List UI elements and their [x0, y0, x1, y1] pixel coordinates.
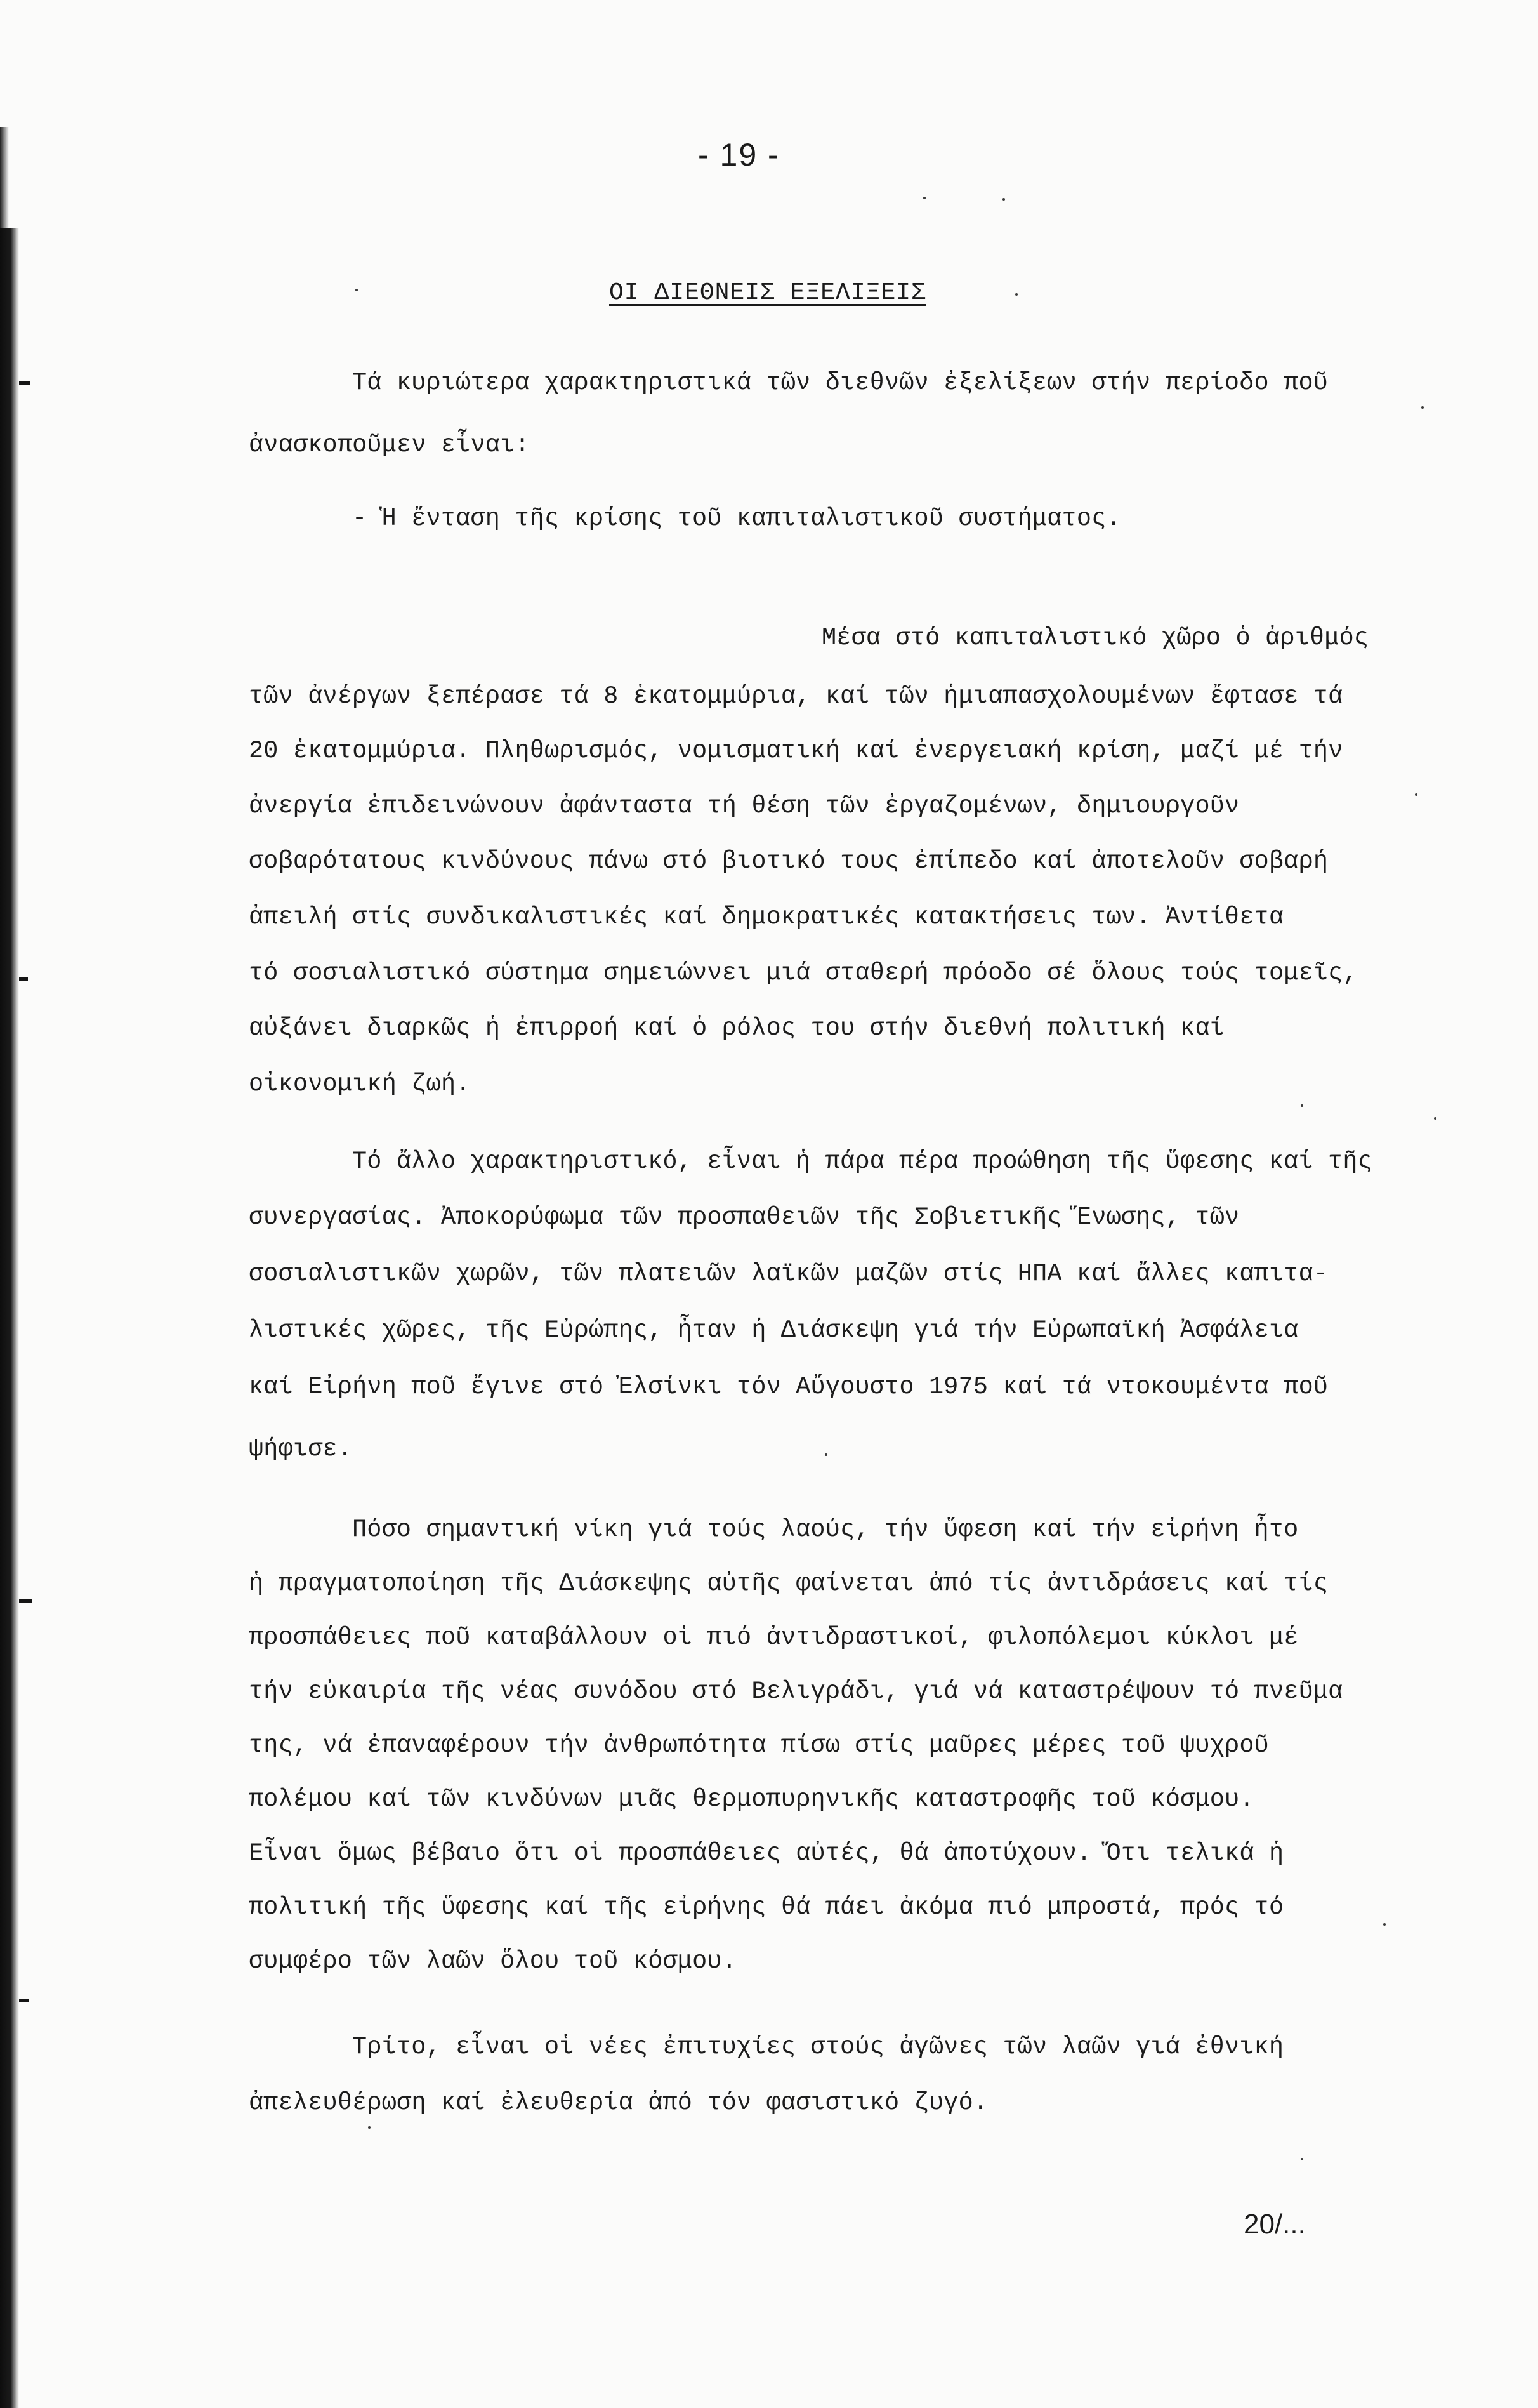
scan-speck: [1383, 1923, 1386, 1926]
text-line: προσπάθειες ποῦ καταβάλλουν οἱ πιό ἀντιδραστικοί, φιλοπόλεμοι κύκλοι μέ: [249, 1624, 1299, 1651]
text-line: λιστικές χῶρες, τῆς Εὐρώπης, ἦταν ἡ Διάσκεψη γιά τήν Εὐρωπαϊκή Ἀσφάλεια: [249, 1316, 1299, 1344]
scan-speck: [1301, 1104, 1303, 1107]
text-line: πολιτική τῆς ὕφεσης καί τῆς εἰρήνης θά πάει ἀκόμα πιό μπροστά, πρός τό: [249, 1893, 1284, 1921]
text-line: αὐξάνει διαρκῶς ἡ ἐπιρροή καί ὁ ρόλος του στήν διεθνή πολιτική καί: [249, 1014, 1225, 1042]
text-line: τῶν ἀνέργων ξεπέρασε τά 8 ἑκατομμύρια, καί τῶν ἡμιαπασχολουμένων ἔφτασε τά: [249, 682, 1343, 710]
section-title: ΟΙ ΔΙΕΘΝΕΙΣ ΕΞΕΛΙΞΕΙΣ: [609, 279, 926, 307]
text-line: τήν εὐκαιρία τῆς νέας συνόδου στό Βελιγράδι, γιά νά καταστρέψουν τό πνεῦμα: [249, 1677, 1343, 1705]
scan-speck: [355, 289, 358, 291]
scan-speck: [1301, 2158, 1303, 2160]
scan-mark: [19, 1999, 29, 2002]
text-line: Τρίτο, εἶναι οἱ νέες ἐπιτυχίες στούς ἀγῶνες τῶν λαῶν γιά ἐθνική: [352, 2033, 1284, 2061]
scan-speck: [1015, 293, 1018, 296]
scan-mark: [19, 977, 28, 981]
scan-mark: [19, 1599, 32, 1603]
scan-speck: [1415, 793, 1417, 796]
text-line: 20 ἑκατομμύρια. Πληθωρισμός, νομισματική καί ἐνεργειακή κρίση, μαζί μέ τήν: [249, 737, 1343, 765]
page-number: - 19 -: [698, 137, 780, 173]
text-line: σοσιαλιστικῶν χωρῶν, τῶν πλατειῶν λαϊκῶν μαζῶν στίς ΗΠΑ καί ἄλλες καπιτα-: [249, 1260, 1329, 1288]
text-line: καί Εἰρήνη ποῦ ἔγινε στό Ἐλσίνκι τόν Αὔγουστο 1975 καί τά ντοκουμέντα ποῦ: [249, 1373, 1329, 1401]
text-line: συνεργασίας. Ἀποκορύφωμα τῶν προσπαθειῶν τῆς Σοβιετικῆς Ἕνωσης, τῶν: [249, 1203, 1240, 1231]
continuation-marker: 20/...: [1244, 2209, 1306, 2240]
scan-speck: [923, 197, 926, 199]
text-line: Μέσα στό καπιταλιστικό χῶρο ὁ ἀριθμός: [822, 624, 1369, 652]
text-line: ψήφισε.: [249, 1435, 353, 1463]
text-line: ἀνεργία ἐπιδεινώνουν ἀφάνταστα τή θέση τῶν ἐργαζομένων, δημιουργοῦν: [249, 792, 1240, 820]
scan-speck: [1421, 406, 1424, 409]
text-line: της, νά ἐπαναφέρουν τήν ἀνθρωπότητα πίσω στίς μαῦρες μέρες τοῦ ψυχροῦ: [249, 1731, 1269, 1759]
scan-edge-shadow: [0, 228, 19, 2408]
text-line: ἀπειλή στίς συνδικαλιστικές καί δημοκρατικές κατακτήσεις των. Ἀντίθετα: [249, 903, 1284, 931]
scan-speck: [1434, 1117, 1436, 1120]
text-line: - Ἡ ἔνταση τῆς κρίσης τοῦ καπιταλιστικοῦ συστήματος.: [352, 505, 1121, 533]
text-line: σοβαρότατους κινδύνους πάνω στό βιοτικό τους ἐπίπεδο καί ἀποτελοῦν σοβαρή: [249, 847, 1329, 875]
text-line: τό σοσιαλιστικό σύστημα σημειώννει μιά σταθερή πρόοδο σέ ὅλους τούς τομεῖς,: [249, 959, 1358, 987]
scan-edge-shadow-top: [0, 127, 9, 228]
text-line: Εἶναι ὅμως βέβαιο ὅτι οἱ προσπάθειες αὐτές, θά ἀποτύχουν. Ὅτι τελικά ἡ: [249, 1839, 1284, 1867]
text-line: ἀνασκοποῦμεν εἶναι:: [249, 431, 530, 459]
scan-mark: [19, 381, 30, 385]
text-line: πολέμου καί τῶν κινδύνων μιᾶς θερμοπυρηνικῆς καταστροφῆς τοῦ κόσμου.: [249, 1785, 1254, 1813]
scan-speck: [1002, 198, 1005, 201]
text-line: ἀπελευθέρωση καί ἐλευθερία ἀπό τόν φασιστικό ζυγό.: [249, 2089, 989, 2117]
text-line: Πόσο σημαντική νίκη γιά τούς λαούς, τήν ὕφεση καί τήν εἰρήνη ἦτο: [352, 1516, 1299, 1544]
scan-speck: [368, 2126, 371, 2129]
text-line: οἰκονομική ζωή.: [249, 1070, 471, 1098]
text-line: συμφέρο τῶν λαῶν ὅλου τοῦ κόσμου.: [249, 1947, 737, 1975]
text-line: Τό ἄλλο χαρακτηριστικό, εἶναι ἡ πάρα πέρα προώθηση τῆς ὕφεσης καί τῆς: [352, 1148, 1372, 1175]
scan-speck: [825, 1453, 827, 1456]
text-line: ἡ πραγματοποίηση τῆς Διάσκεψης αὐτῆς φαίνεται ἀπό τίς ἀντιδράσεις καί τίς: [249, 1570, 1329, 1598]
text-line: Τά κυριώτερα χαρακτηριστικά τῶν διεθνῶν ἐξελίξεων στήν περίοδο ποῦ: [352, 369, 1329, 397]
